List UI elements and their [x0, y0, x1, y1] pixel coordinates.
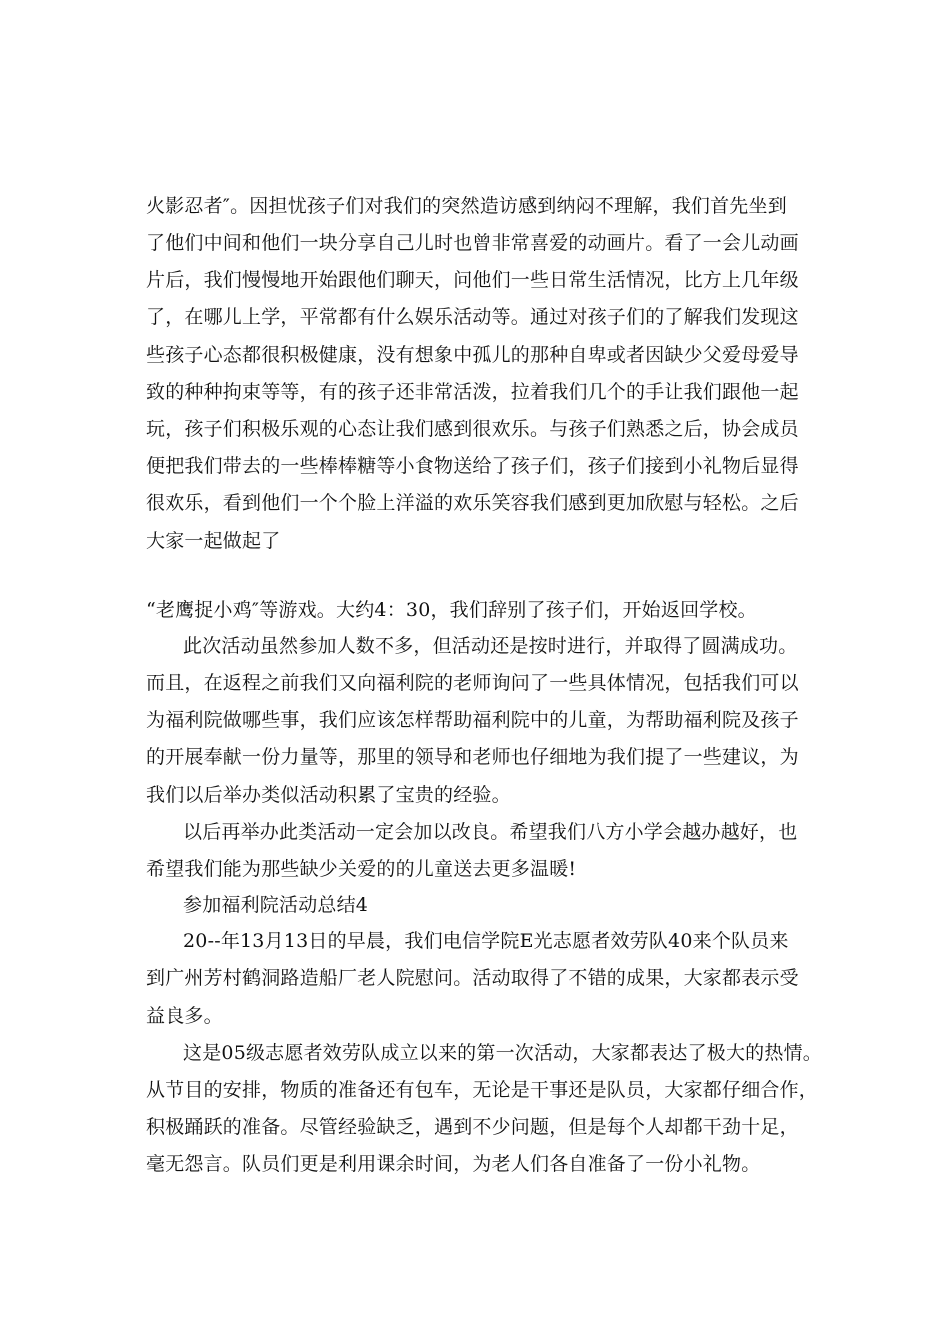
text-line: 我们以后举办类似活动积累了宝贵的经验。 [146, 784, 511, 806]
paragraph-first-line: 此次活动虽然参加人数不多，但活动还是按时进行，并取得了圆满成功。 [183, 635, 798, 657]
paragraph-first-line: 20--年13月13日的早晨，我们电信学院E光志愿者效劳队40来个队员来 [183, 930, 789, 952]
text-line: 片后，我们慢慢地开始跟他们聊天，问他们一些日常生活情况，比方上几年级 [146, 269, 799, 291]
text-line: 积极踊跃的准备。尽管经验缺乏，遇到不少问题，但是每个人却都干劲十足， [146, 1116, 799, 1138]
text-line: 而且，在返程之前我们又向福利院的老师询问了一些具体情况，包括我们可以 [146, 672, 799, 694]
text-line: 希望我们能为那些缺少关爱的的儿童送去更多温暖! [146, 858, 577, 880]
text-line: 玩，孩子们积极乐观的心态让我们感到很欢乐。与孩子们熟悉之后，协会成员 [146, 418, 799, 440]
text-line: 到广州芳村鹤洞路造船厂老人院慰问。活动取得了不错的成果，大家都表示受 [146, 967, 799, 989]
text-line: 火影忍者″。因担忧孩子们对我们的突然造访感到纳闷不理解，我们首先坐到 [146, 195, 787, 217]
text-line: 很欢乐，看到他们一个个脸上洋溢的欢乐笑容我们感到更加欣慰与轻松。之后 [146, 492, 799, 514]
text-line: 毫无怨言。队员们更是利用课余时间，为老人们各自准备了一份小礼物。 [146, 1153, 761, 1175]
text-line: 了他们中间和他们一块分享自己儿时也曾非常喜爱的动画片。看了一会儿动画 [146, 232, 799, 254]
paragraph-first-line: 以后再举办此类活动一定会加以改良。希望我们八方小学会越办越好，也 [183, 821, 798, 843]
text-line: 些孩子心态都很积极健康，没有想象中孤儿的那种自卑或者因缺少父爱母爱导 [146, 344, 799, 366]
text-line: 大家一起做起了 [146, 530, 281, 552]
text-line: 的开展奉献一份力量等，那里的领导和老师也仔细地为我们提了一些建议，为 [146, 746, 799, 768]
text-line: 便把我们带去的一些棒棒糖等小食物送给了孩子们，孩子们接到小礼物后显得 [146, 455, 799, 477]
section-heading: 参加福利院活动总结4 [183, 894, 369, 916]
text-line: 了，在哪儿上学，平常都有什么娱乐活动等。通过对孩子们的了解我们发现这 [146, 306, 799, 328]
paragraph-first-line: 这是05级志愿者效劳队成立以来的第一次活动，大家都表达了极大的热情。 [183, 1042, 822, 1064]
text-line: 致的种种拘束等等，有的孩子还非常活泼，拉着我们几个的手让我们跟他一起 [146, 381, 799, 403]
text-line: 益良多。 [146, 1005, 223, 1027]
text-line: 从节目的安排，物质的准备还有包车，无论是干事还是队员，大家都仔细合作， [146, 1079, 819, 1101]
text-line: 为福利院做哪些事，我们应该怎样帮助福利院中的儿童，为帮助福利院及孩子 [146, 709, 799, 731]
text-line: “老鹰捉小鸡″等游戏。大约4：30，我们辞别了孩子们，开始返回学校。 [146, 599, 757, 621]
